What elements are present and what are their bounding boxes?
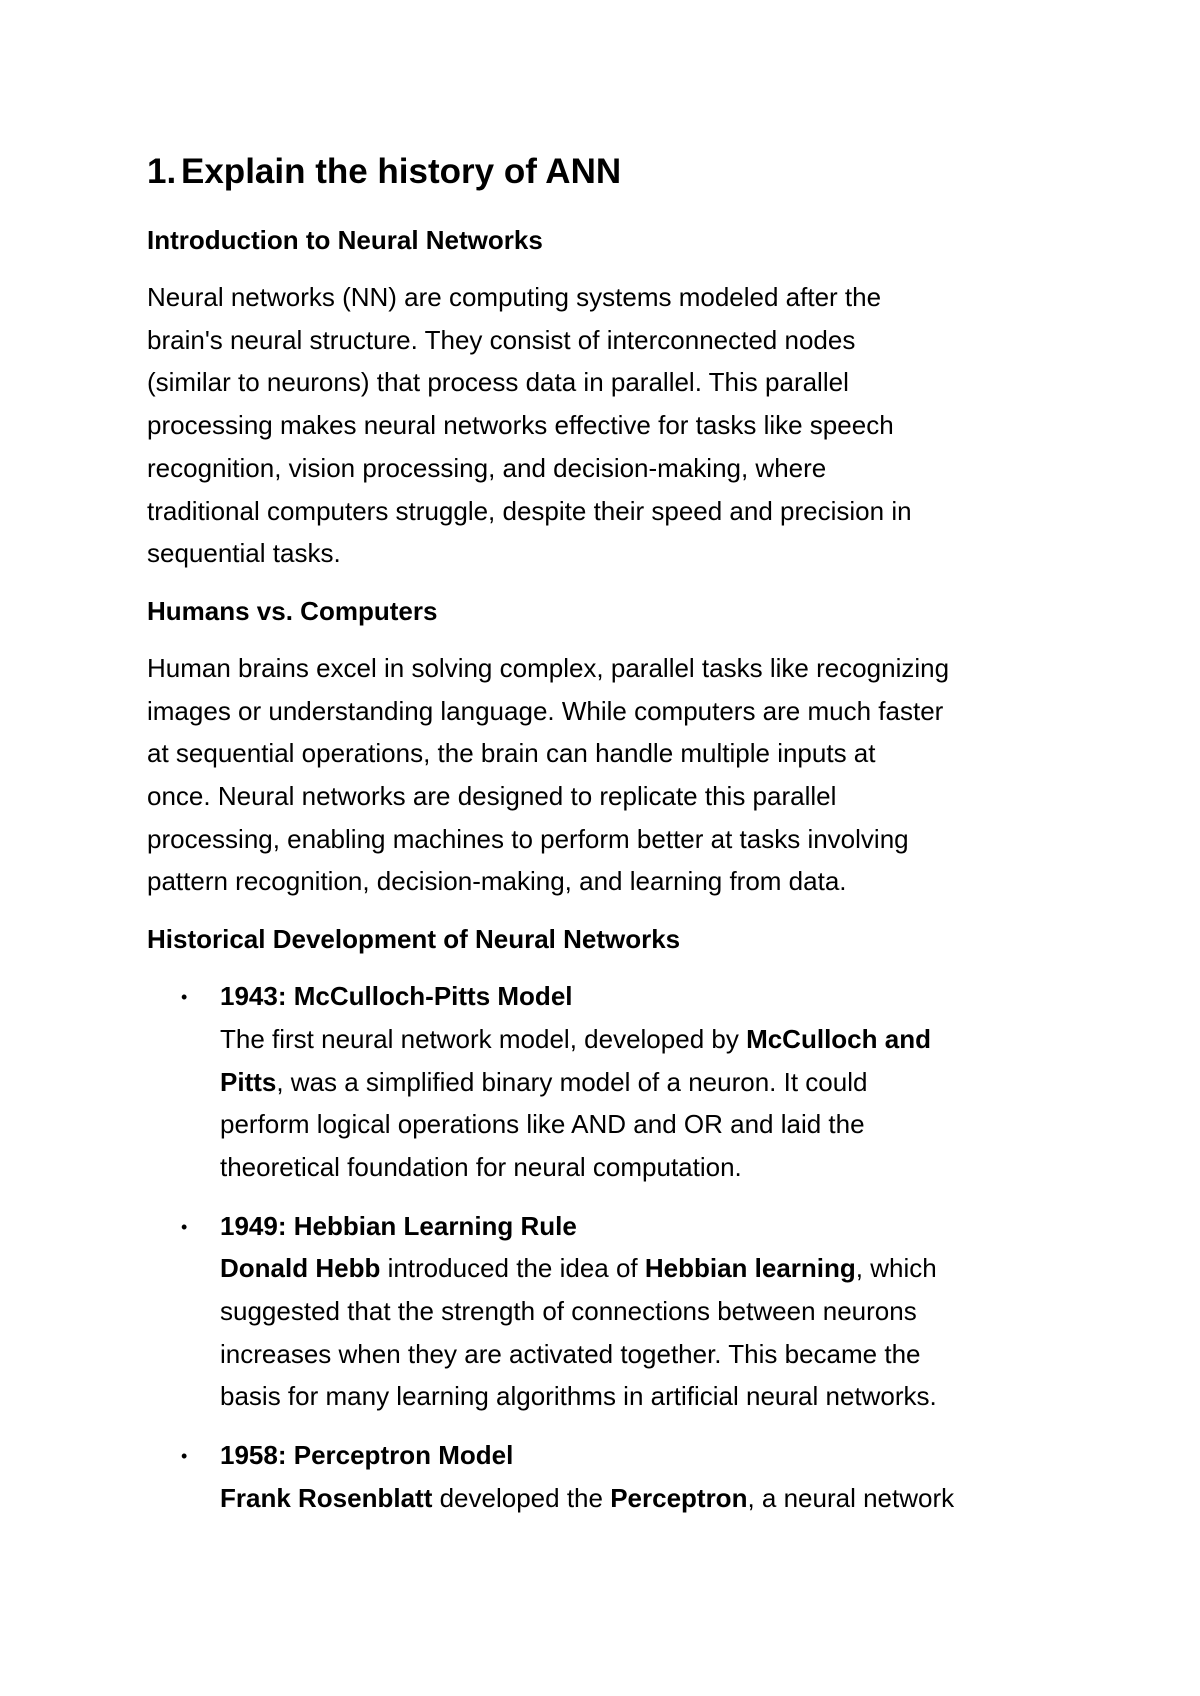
text-line: sequential tasks. [147, 538, 341, 569]
bold-text: Pitts [220, 1066, 277, 1097]
bullet-icon: • [181, 1446, 188, 1467]
item-heading: 1943: McCulloch-Pitts Model [220, 981, 573, 1012]
bold-text: Frank Rosenblatt [220, 1482, 433, 1513]
section-heading-intro: Introduction to Neural Networks [147, 225, 543, 255]
bullet-icon: • [181, 1216, 188, 1237]
page-title [147, 148, 1067, 196]
text-run: , a neural network [747, 1482, 955, 1513]
text-line: brain's neural structure. They consist of interconnected nodes [147, 324, 856, 355]
history-list [147, 975, 1067, 1519]
text-line [220, 1247, 1067, 1290]
document-content [147, 148, 1067, 1536]
item-description [220, 1477, 1067, 1520]
list-item-1943 [147, 975, 1067, 1189]
text-run: , was a simplified binary model of a neuron. It could [276, 1066, 868, 1097]
section-heading-humans: Humans vs. Computers [147, 595, 438, 626]
text-line: Neural networks (NN) are computing systems modeled after the [147, 282, 882, 312]
text-line: once. Neural networks are designed to replicate this parallel [147, 781, 837, 812]
text-line: increases when they are activated together. This became the [220, 1338, 921, 1369]
paragraph-humans [147, 647, 1067, 903]
text-line: recognition, vision processing, and decision-making, where [147, 452, 827, 483]
text-run: , which [855, 1253, 937, 1284]
text-run: developed the [432, 1482, 611, 1513]
item-description [220, 1247, 1067, 1418]
text-line: images or understanding language. While computers are much faster [147, 695, 944, 726]
paragraph-intro [147, 276, 1067, 575]
item-heading: 1958: Perceptron Model [220, 1440, 514, 1471]
text-line: at sequential operations, the brain can handle multiple inputs at [147, 738, 876, 769]
bold-text: Donald Hebb [220, 1253, 381, 1284]
text-line [220, 1477, 1067, 1520]
list-item-1958 [147, 1434, 1067, 1519]
text-line: (similar to neurons) that process data in parallel. This parallel [147, 367, 849, 398]
bullet-icon: • [181, 987, 188, 1008]
text-line [220, 1018, 1067, 1061]
item-heading: 1949: Hebbian Learning Rule [220, 1210, 577, 1241]
text-line: pattern recognition, decision-making, and learning from data. [147, 866, 847, 897]
item-description [220, 1018, 1067, 1189]
list-item-1949 [147, 1205, 1067, 1419]
title-number: 1. [147, 152, 177, 191]
bold-text: Hebbian learning [644, 1253, 856, 1284]
text-run: The first neural network model, developed by [220, 1023, 747, 1054]
text-line: Human brains excel in solving complex, parallel tasks like recognizing [147, 652, 950, 683]
text-line [220, 1061, 1067, 1104]
text-line: basis for many learning algorithms in artificial neural networks. [220, 1381, 937, 1412]
text-line: theoretical foundation for neural computation. [220, 1151, 742, 1182]
text-line: processing makes neural networks effective for tasks like speech [147, 410, 894, 441]
bold-text: Perceptron [610, 1482, 748, 1513]
title-text: Explain the history of ANN [181, 152, 622, 191]
text-run: introduced the idea of [380, 1253, 645, 1284]
text-line: suggested that the strength of connections between neurons [220, 1296, 917, 1327]
section-heading-history: Historical Development of Neural Networks [147, 924, 681, 955]
text-line: traditional computers struggle, despite their speed and precision in [147, 495, 912, 526]
text-line: processing, enabling machines to perform better at tasks involving [147, 823, 909, 854]
text-line: perform logical operations like AND and OR and laid the [220, 1109, 865, 1140]
bold-text: McCulloch and [746, 1023, 931, 1054]
